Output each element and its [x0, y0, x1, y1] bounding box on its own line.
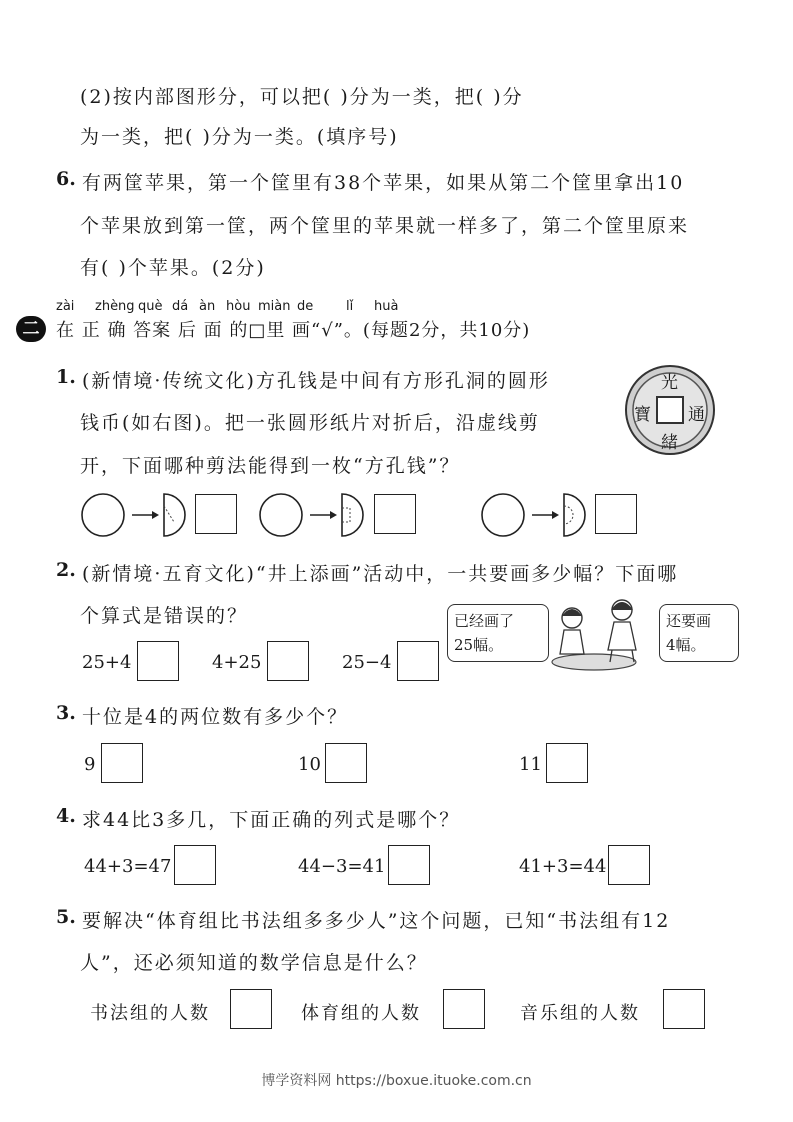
answer-box-s3-a[interactable] — [101, 743, 143, 783]
s2-line2: 个算式是错误的？ — [80, 605, 249, 627]
answer-box-s1-b[interactable] — [374, 494, 416, 534]
answer-box-s1-a[interactable] — [195, 494, 237, 534]
pinyin-zheng: zhèng — [95, 299, 135, 314]
answer-box-s3-c[interactable] — [546, 743, 588, 783]
s5-number: 5. — [56, 906, 76, 928]
coin-char-bottom: 緒 — [661, 433, 678, 453]
s5-option-c-label: 音乐组的人数 — [520, 1003, 640, 1024]
bubble-right-line1: 还要画 — [666, 612, 712, 630]
pinyin-hou: hòu — [226, 299, 251, 314]
answer-box-s1-c[interactable] — [595, 494, 637, 534]
pinyin-li: lǐ — [346, 299, 354, 314]
s2-line1: (新情境·五育文化)“井上添画”活动中，一共要画多少幅？下面哪 — [82, 563, 679, 585]
s1-line2: 钱币(如右图)。把一张圆形纸片对折后，沿虚线剪 — [80, 412, 540, 434]
children-painting-illustration — [544, 596, 654, 672]
answer-box-s5-c[interactable] — [663, 989, 705, 1029]
pinyin-que: què — [138, 299, 163, 314]
answer-box-s2-c[interactable] — [397, 641, 439, 681]
s3-text: 十位是4的两位数有多少个？ — [82, 706, 349, 728]
footer-watermark[interactable]: 博学资料网 https://boxue.ituoke.com.cn — [261, 1073, 532, 1089]
coin-char-right: 通 — [688, 405, 705, 425]
s4-number: 4. — [56, 805, 76, 827]
s5-option-a-label: 书法组的人数 — [90, 1003, 210, 1024]
s5-option-b-label: 体育组的人数 — [301, 1003, 421, 1024]
answer-box-s5-b[interactable] — [443, 989, 485, 1029]
answer-box-s5-a[interactable] — [230, 989, 272, 1029]
bubble-right-line2: 4幅。 — [666, 636, 706, 654]
s1-line3: 开，下面哪种剪法能得到一枚“方孔钱”？ — [80, 455, 461, 477]
cut-option-b — [256, 492, 376, 538]
speech-bubble-right — [659, 604, 739, 662]
s1-line1: (新情境·传统文化)方孔钱是中间有方形孔洞的圆形 — [82, 370, 550, 392]
q6-number: 6. — [56, 168, 76, 190]
q6-line2: 个苹果放到第一筐，两个筐里的苹果就一样多了，第二个筐里原来 — [80, 215, 690, 237]
s5-line2: 人”，还必须知道的数学信息是什么？ — [80, 952, 428, 974]
s2-option-b-label: 4+25 — [212, 652, 262, 673]
section-badge: 二 — [16, 316, 46, 342]
s4-option-a-label: 44+3=47 — [84, 856, 172, 877]
bubble-left-line2: 25幅。 — [454, 636, 504, 654]
answer-box-s3-b[interactable] — [325, 743, 367, 783]
coin-char-top: 光 — [661, 373, 678, 393]
pinyin-an: àn — [199, 299, 216, 314]
answer-box-s2-a[interactable] — [137, 641, 179, 681]
s2-option-a-label: 25+4 — [82, 652, 132, 673]
coin-char-left: 寶 — [634, 405, 651, 425]
q5-part2-line2: 为一类，把( )分为一类。(填序号) — [80, 126, 399, 148]
s1-number: 1. — [56, 366, 76, 388]
q6-line1: 有两筐苹果，第一个筐里有38个苹果，如果从第二个筐里拿出10 — [82, 172, 685, 194]
q6-line3: 有( )个苹果。(2分) — [80, 257, 266, 279]
answer-box-s4-b[interactable] — [388, 845, 430, 885]
s3-option-a-label: 9 — [84, 754, 96, 775]
section-title: 在 正 确 答案 后 面 的□里 画“√”。(每题2分，共10分) — [56, 320, 531, 341]
s4-option-c-label: 41+3=44 — [519, 856, 607, 877]
pinyin-da: dá — [172, 299, 189, 314]
pinyin-hua: huà — [374, 299, 399, 314]
s4-option-b-label: 44−3=41 — [298, 856, 386, 877]
s5-line1: 要解决“体育组比书法组多多少人”这个问题，已知“书法组有12 — [82, 910, 671, 932]
cut-option-c — [478, 492, 598, 538]
answer-box-s2-b[interactable] — [267, 641, 309, 681]
pinyin-de: de — [297, 299, 314, 314]
s4-text: 求44比3多几，下面正确的列式是哪个？ — [82, 809, 461, 831]
cut-option-a — [78, 492, 198, 538]
pinyin-zai: zài — [56, 299, 75, 314]
bubble-left-line1: 已经画了 — [454, 612, 515, 630]
answer-box-s4-c[interactable] — [608, 845, 650, 885]
s3-number: 3. — [56, 702, 76, 724]
answer-box-s4-a[interactable] — [174, 845, 216, 885]
s3-option-c-label: 11 — [519, 754, 542, 775]
pinyin-mian: miàn — [258, 299, 291, 314]
s2-option-c-label: 25−4 — [342, 652, 392, 673]
s3-option-b-label: 10 — [298, 754, 321, 775]
q5-part2-line1: (2)按内部图形分，可以把( )分为一类，把( )分 — [80, 86, 524, 108]
s2-number: 2. — [56, 559, 76, 581]
speech-bubble-left — [447, 604, 549, 662]
